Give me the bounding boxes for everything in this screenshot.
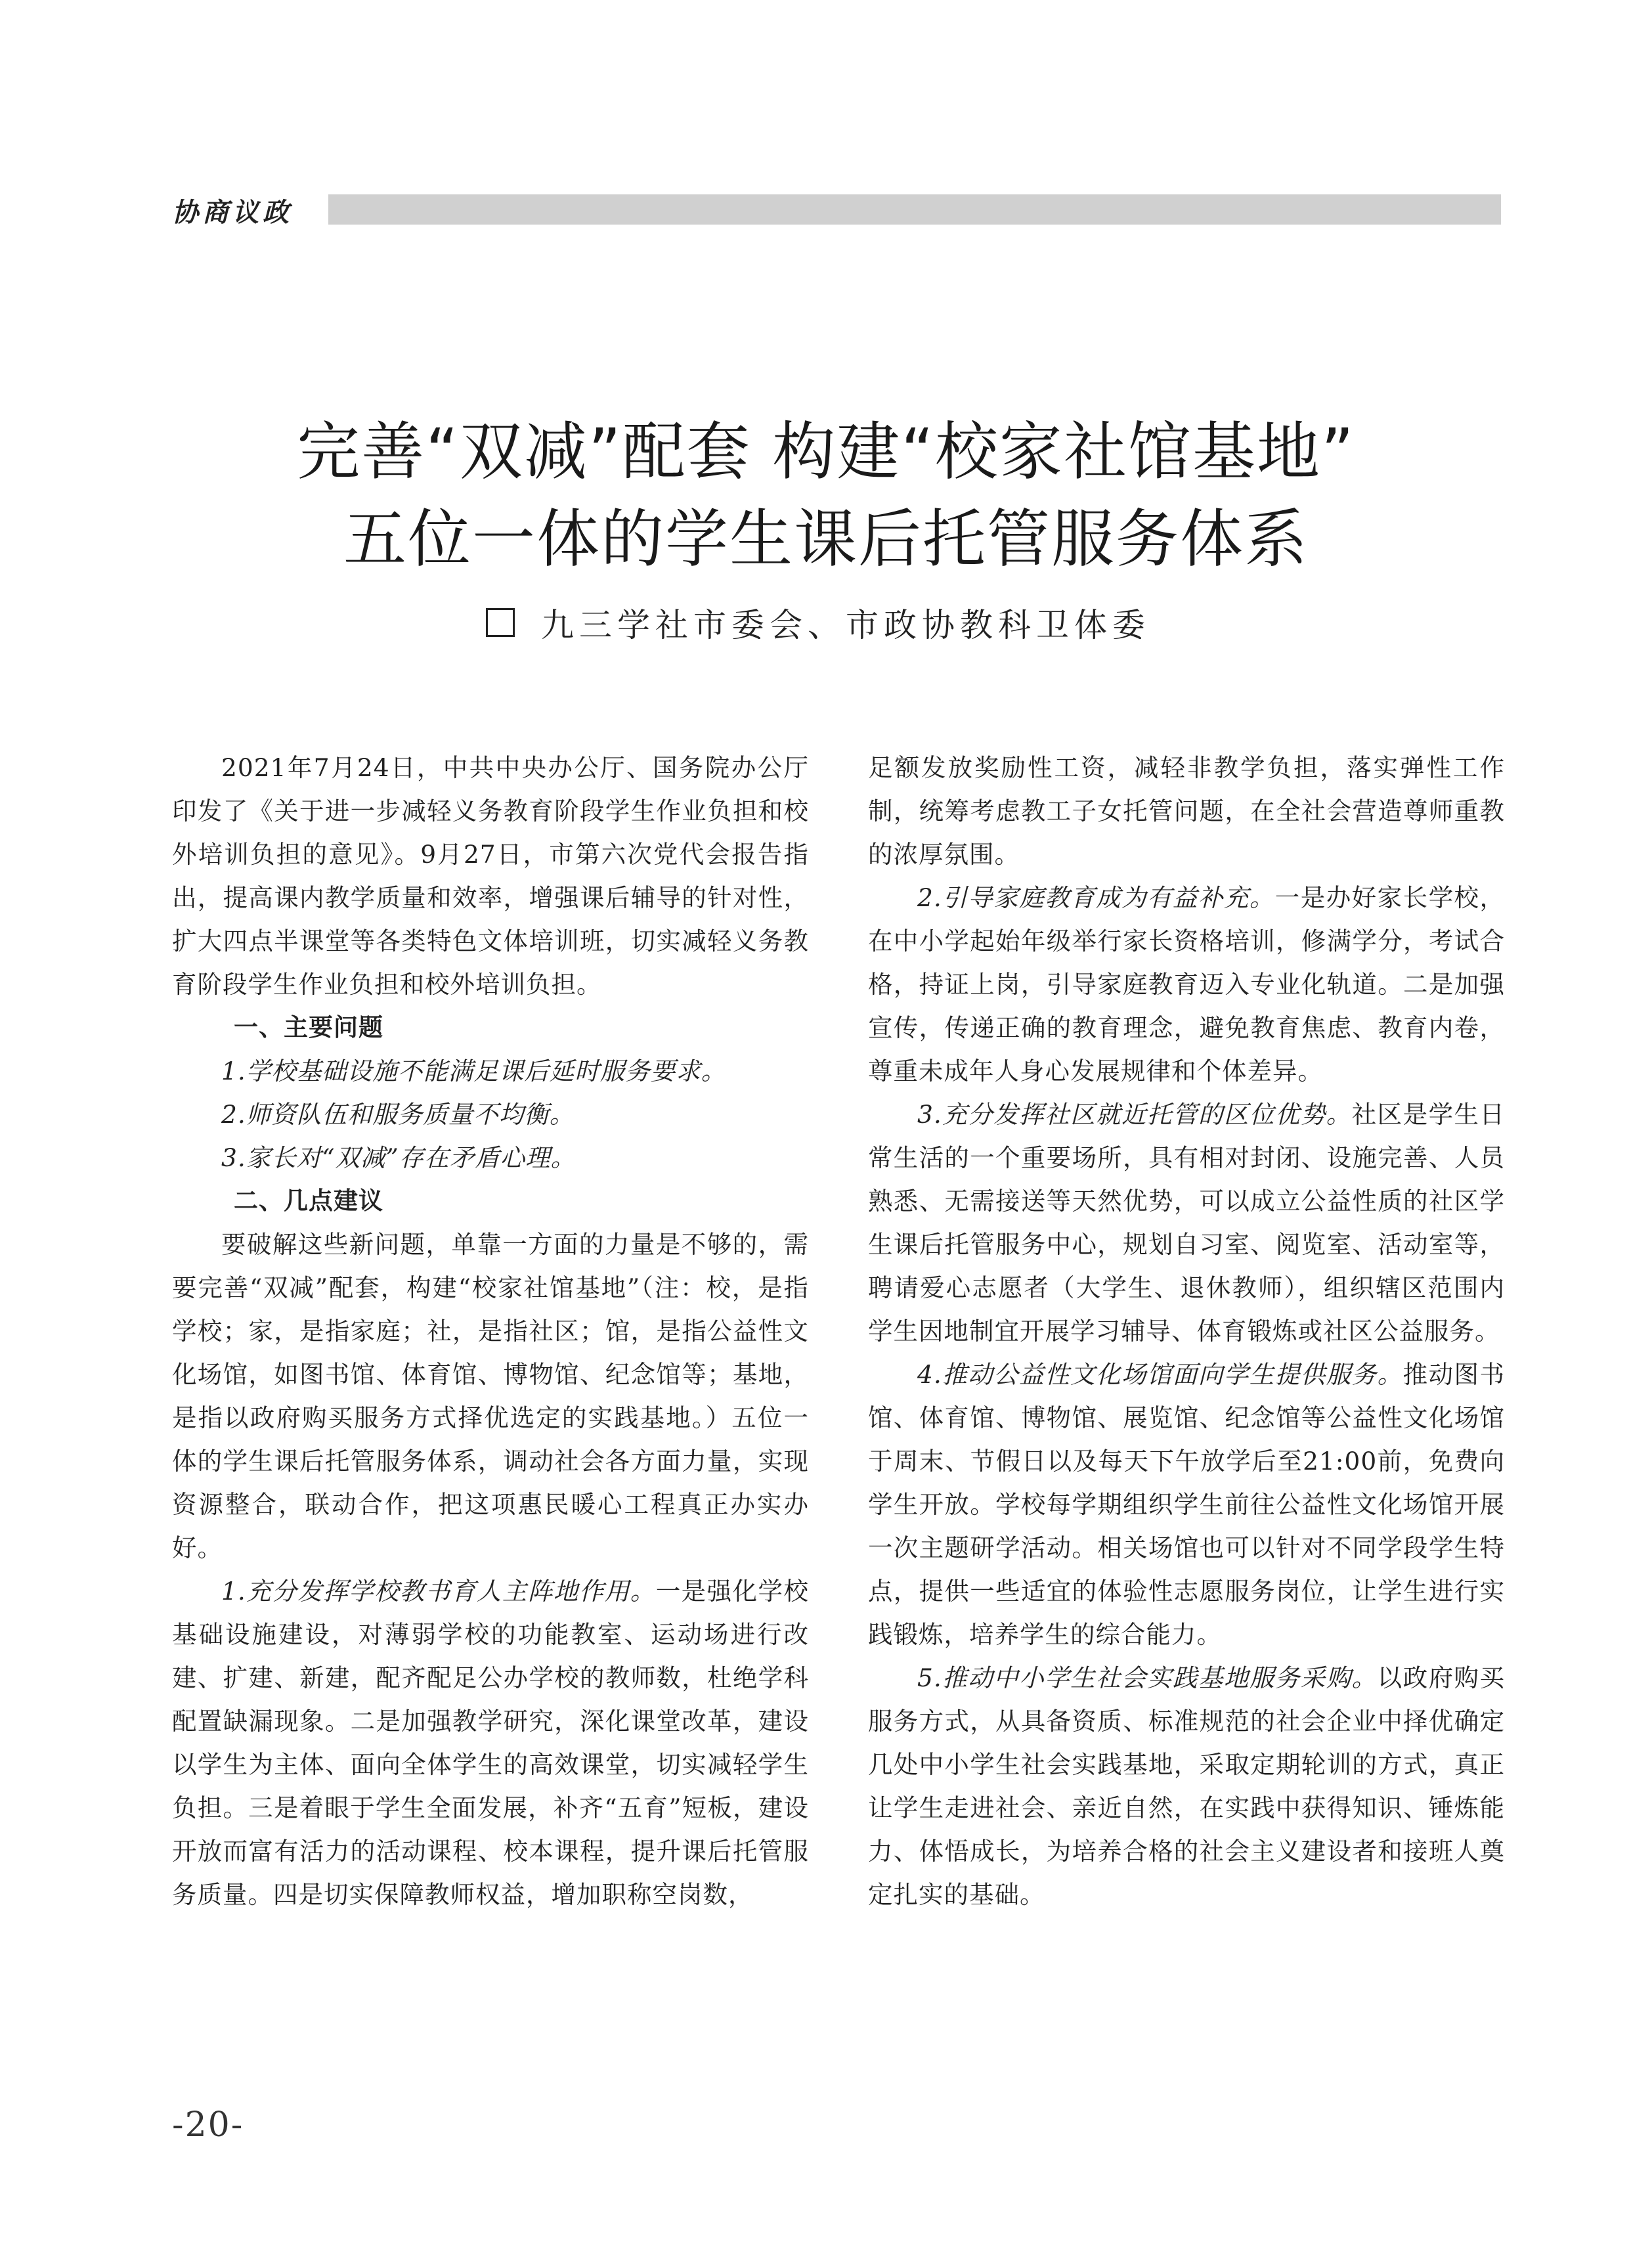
suggestion-1-paragraph — [172, 1569, 809, 1916]
suggestion-1-lead: 1.充分发挥学校教书育人主阵地作用。 — [221, 1577, 656, 1606]
left-column — [172, 746, 809, 1916]
suggestion-4-lead: 4.推动公益性文化场馆面向学生提供服务。 — [917, 1360, 1403, 1389]
suggestion-2-paragraph — [868, 876, 1505, 1093]
suggestion-5-body: 以政府购买服务方式，从具备资质、标准规范的社会企业中择优确定几处中小学生社会实践基地，采取定期轮训的方式，真正让学生走进社会、亲近自然，在实践中获得知识、锤炼能力、体悟成长，为培养合格的社会主义建设者和接班人奠定扎实的基础。 — [868, 1663, 1505, 1909]
square-outline-icon — [486, 608, 515, 637]
suggestion-1-body: 一是强化学校基础设施建设，对薄弱学校的功能教室、运动场进行改建、扩建、新建，配齐配足公办学校的教师数，杜绝学科配置缺漏现象。二是加强教学研究，深化课堂改革，建设以学生为主体、面向全体学生的高效课堂，切实减轻学生负担。三是着眼于学生全面发展，补齐“五育”短板，建设开放而富有活力的活动课程、校本课程，提升课后托管服务质量。四是切实保障教师权益，增加职称空岗数， — [172, 1577, 810, 1909]
issue-item: 3.家长对“双减”存在矛盾心理。 — [221, 1143, 576, 1172]
suggestions-intro-paragraph: 要破解这些新问题，单靠一方面的力量是不够的，需要完善“双减”配套，构建“校家社馆基地”（注：校，是指学校；家，是指家庭；社，是指社区；馆，是指公益性文化场馆，如图书馆、体育馆、博物馆、纪念馆等；基地，是指以政府购买服务方式择优选定的实践基地。）五位一体的学生课后托管服务体系，调动社会各方面力量，实现资源整合，联动合作，把这项惠民暖心工程真正办实办好。 — [172, 1230, 809, 1562]
page-number: -20- — [172, 2105, 244, 2145]
suggestion-3-lead: 3.充分发挥社区就近托管的区位优势。 — [917, 1100, 1352, 1129]
suggestion-4-body: 推动图书馆、体育馆、博物馆、展览馆、纪念馆等公益性文化场馆于周末、节假日以及每天下午放学后至21:00前，免费向学生开放。学校每学期组织学生前往公益性文化场馆开展一次主题研学活动。相关场馆也可以针对不同学段学生特点，提供一些适宜的体验性志愿服务岗位，让学生进行实践锻炼，培养学生的综合能力。 — [868, 1360, 1506, 1649]
intro-paragraph: 2021年7月24日，中共中央办公厅、国务院办公厅印发了《关于进一步减轻义务教育阶段学生作业负担和校外培训负担的意见》。9月27日，市第六次党代会报告指出，提高课内教学质量和效率，增强课后辅导的针对性，扩大四点半课堂等各类特色文体培训班，切实减轻义务教育阶段学生作业负担和校外培训负担。 — [172, 753, 809, 999]
suggestion-5-paragraph — [868, 1656, 1505, 1916]
article-title-line2: 五位一体的学生课后托管服务体系 — [343, 502, 1309, 576]
byline — [486, 599, 1150, 646]
section-label: 协商议政 — [172, 197, 293, 228]
byline-text: 九三学社市委会、市政协教科卫体委 — [541, 606, 1150, 644]
heading-main-problems: 一、主要问题 — [234, 1013, 383, 1041]
right-column — [868, 746, 1505, 1916]
issue-item: 1.学校基础设施不能满足课后延时服务要求。 — [221, 1057, 727, 1085]
issue-item: 2.师资队伍和服务质量不均衡。 — [221, 1100, 575, 1129]
suggestion-2-body: 一是办好家长学校，在中小学起始年级举行家长资格培训，修满学分，考试合格，持证上岗，引导家庭教育迈入专业化轨道。二是加强宣传，传递正确的教育理念，避免教育焦虑、教育内卷，尊重未成年人身心发展规律和个体差异。 — [868, 883, 1505, 1085]
article-title-line1: 完善“双减”配套 构建“校家社馆基地” — [297, 415, 1355, 489]
suggestion-5-lead: 5.推动中小学生社会实践基地服务采购。 — [917, 1663, 1378, 1692]
section-header-bar — [328, 194, 1501, 225]
suggestion-3-paragraph — [868, 1093, 1505, 1353]
heading-suggestions: 二、几点建议 — [234, 1187, 383, 1215]
suggestion-2-lead: 2.引导家庭教育成为有益补充。 — [917, 883, 1275, 912]
suggestion-4-paragraph — [868, 1353, 1505, 1656]
suggestion-1-continued: 足额发放奖励性工资，减轻非教学负担，落实弹性工作制，统筹考虑教工子女托管问题，在全社会营造尊师重教的浓厚氛围。 — [868, 753, 1505, 869]
suggestion-3-body: 社区是学生日常生活的一个重要场所，具有相对封闭、设施完善、人员熟悉、无需接送等天然优势，可以成立公益性质的社区学生课后托管服务中心，规划自习室、阅览室、活动室等，聘请爱心志愿者（大学生、退休教师），组织辖区范围内学生因地制宜开展学习辅导、体育锻炼或社区公益服务。 — [868, 1100, 1506, 1346]
